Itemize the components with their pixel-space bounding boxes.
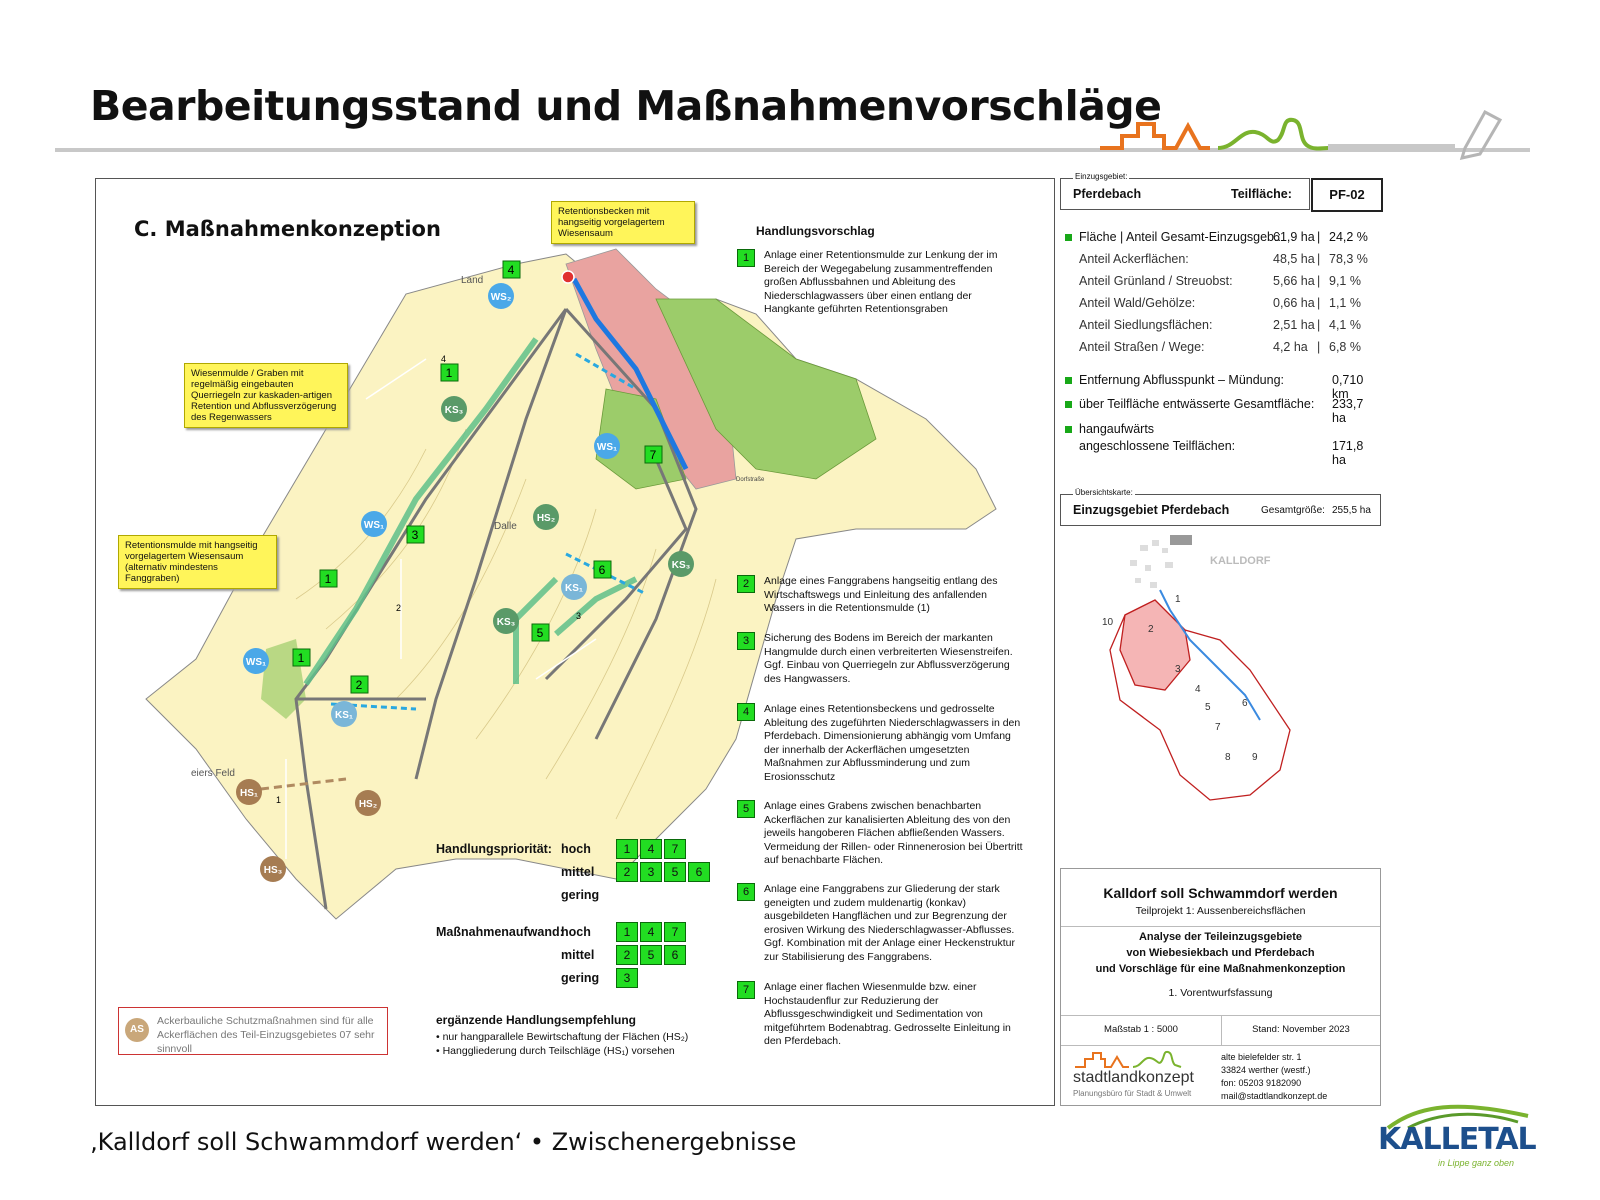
company-logo-mark (1075, 1047, 1215, 1069)
svg-text:WS₁: WS₁ (363, 520, 385, 531)
ws1-marker-b (361, 511, 387, 537)
aufwand-label: Maßnahmenaufwand: (436, 925, 564, 939)
svg-text:1: 1 (1175, 594, 1181, 605)
page-title: Bearbeitungsstand und Maßnahmenvorschläge (90, 82, 1162, 130)
svg-text:2: 2 (396, 603, 402, 613)
svg-text:HS₂: HS₂ (358, 799, 378, 810)
place-feld: eiers Feld (191, 768, 235, 779)
svg-text:7: 7 (1215, 722, 1221, 733)
svg-text:3: 3 (411, 528, 419, 542)
map-num-2 (351, 676, 368, 693)
svg-text:6: 6 (1242, 698, 1248, 709)
map-num-1a (441, 364, 458, 381)
overview-size-label: Gesamtgröße: (1261, 505, 1325, 516)
callout-retention-basin: Retentionsbecken mit hangseitig vorgelagertem Wiesensaum (551, 201, 695, 244)
ergaenzend-item-2: • Hanggliederung durch Teilschläge (HS₁) vorsehen (436, 1045, 675, 1057)
svg-text:1: 1 (276, 795, 282, 805)
svg-text:KS₁: KS₁ (334, 710, 354, 721)
project-box (1060, 868, 1381, 1106)
map-num-6 (594, 561, 611, 578)
pencil-icon (1462, 112, 1500, 158)
svg-text:10: 10 (1102, 617, 1114, 628)
svg-text:9: 9 (1252, 752, 1258, 763)
kalletal-wordmark: KALLETAL (1378, 1122, 1536, 1157)
aufwand-mittel-boxes: 2 5 6 (616, 945, 688, 965)
svg-text:KS₁: KS₁ (564, 583, 584, 594)
overview-map[interactable] (1090, 530, 1350, 830)
svg-text:6: 6 (598, 563, 606, 577)
stat-entwaessert: über Teilfläche entwässerte Gesamtfläche: 233,7 ha (1079, 397, 1379, 411)
map-num-4 (503, 261, 520, 278)
stat-hangaufwaerts: hangaufwärts (1079, 422, 1379, 436)
callout-retention-ditch: Retentionsmulde mit hangseitig vorgelagertem Wiesensaum (alternativ mindestens Fanggraben) (118, 535, 277, 589)
ks1-marker-a (561, 574, 587, 600)
svg-text:4: 4 (441, 354, 447, 364)
handlungsvorschlag-title: Handlungsvorschlag (756, 224, 875, 238)
project-desc1: Analyse der Teileinzugsgebiete (1138, 931, 1302, 943)
stat-acker: Anteil Ackerflächen: 48,5 ha | 78,3 % (1079, 252, 1368, 266)
aufwand-gering: gering (561, 971, 600, 985)
prio-hoch-boxes: 1 4 7 (616, 839, 688, 859)
map-num-1b (320, 570, 337, 587)
measure-item-5: 5 Anlage eines Grabens zwischen benachbarten Ackerflächen zur kanalisierten Ableitung des von den jeweils hangoberen Flächen abfließenden Wassers. Vermeidung der Rillen- oder Rinnenerosion bei Übertritt auf benachbarte Flächen. (764, 800, 1024, 868)
company-name: stadtlandkonzept (1073, 1069, 1194, 1086)
place-dalle: Dalle (494, 521, 517, 532)
stat-siedlung: Anteil Siedlungsflächen: 2,51 ha | 4,1 % (1079, 318, 1361, 332)
svg-text:4: 4 (507, 263, 515, 277)
einzugsgebiet-value: Pferdebach (1073, 187, 1142, 201)
project-stand: Stand: November 2023 (1252, 1024, 1350, 1035)
ks3-marker-c (493, 608, 519, 634)
overview-size: 255,5 ha (1332, 505, 1371, 516)
svg-text:3: 3 (1175, 664, 1181, 675)
project-title: Kalldorf soll Schwammdorf werden (1103, 885, 1338, 901)
outlet-point (562, 271, 574, 283)
aufwand-mittel: mittel (561, 948, 595, 962)
measure-item-1: 1 Anlage einer Retentionsmulde zur Lenkung der im Bereich der Wegegabelung zusammentreffenden großen Abflussbahnen und Ableitung des Niederschlagwassers über einen entlang der Hangkante geführten Retentionsgraben (764, 249, 1024, 317)
ergaenzend-item-1: • nur hangparallele Bewirtschaftung der Flächen (HS₂) (436, 1031, 689, 1043)
measure-item-2: 2 Anlage eines Fanggrabens hangseitig entlang des Wirtschaftswegs und Einleitung des anfallenden Wassers in die Retentionsmulde (1) (764, 575, 1024, 616)
brand-skyline-logo (1100, 110, 1520, 160)
kalletal-tagline: in Lippe ganz oben (1438, 1158, 1515, 1168)
as-note-text: Ackerbauliche Schutzmaßnahmen sind für alle Ackerflächen des Teil-Einzugsgebietes 07 sehr sinnvoll (157, 1015, 375, 1055)
project-desc2: von Wiebesiekbach und Pferdebach (1126, 947, 1315, 959)
ks3-marker-a (441, 396, 467, 422)
svg-text:3: 3 (576, 611, 582, 621)
aufwand-gering-boxes: 3 (616, 968, 640, 988)
prio-mittel-boxes: 2 3 5 6 (616, 862, 712, 882)
svg-text:KS₃: KS₃ (444, 405, 464, 416)
stat-entfernung: Entfernung Abflusspunkt – Mündung: 0,710 km (1079, 373, 1379, 387)
ks3-marker-b (668, 551, 694, 577)
ws1-marker-a (594, 433, 620, 459)
svg-text:WS₁: WS₁ (245, 657, 267, 668)
overview-village: KALLDORF (1210, 555, 1271, 567)
measure-item-4: 4 Anlage eines Retentionsbeckens und gedrosselte Ableitung des zugeführten Niederschlagwassers in den Pferdebach. Dimensionierung abhängig vom Umfang der innerhalb der Ackerflächen umgesetzten Maßnahmen zur Abflussminderung und zum Erosionsschutz (764, 703, 1024, 784)
hs2-marker (533, 504, 559, 530)
svg-text:1: 1 (297, 651, 305, 665)
measure-item-3: 3 Sicherung des Bodens im Bereich der markanten Hangmulde durch einen verbreiterten Wiesenstreifen. Ggf. Einbau von Querriegeln zur Abflussverzögerung des Hangwassers. (764, 632, 1024, 686)
svg-text:5: 5 (1205, 702, 1211, 713)
stat-wald: Anteil Wald/Gehölze: 0,66 ha | 1,1 % (1079, 296, 1361, 310)
as-badge: AS (125, 1018, 149, 1042)
company-address: alte bielefelder str. 1 33824 werther (westf.) fon: 05203 9182090 mail@stadtlandkonzept.de (1221, 1052, 1328, 1101)
svg-text:WS₁: WS₁ (596, 442, 618, 453)
aufwand-hoch-boxes: 1 4 7 (616, 922, 688, 942)
ks1-marker-b (331, 701, 357, 727)
svg-text:1: 1 (445, 366, 453, 380)
prio-gering: gering (561, 888, 600, 902)
hs2-marker-field (355, 790, 381, 816)
kalldorf-houses (1130, 535, 1192, 588)
ergaenzend-title: ergänzende Handlungsempfehlung (436, 1013, 637, 1027)
stat-strassen: Anteil Straßen / Wege: 4,2 ha | 6,8 % (1079, 340, 1361, 354)
prio-mittel: mittel (561, 865, 595, 879)
map-num-1c (293, 649, 310, 666)
svg-text:HS₁: HS₁ (239, 788, 259, 799)
svg-text:WS₂: WS₂ (490, 292, 512, 303)
svg-text:8: 8 (1225, 752, 1231, 763)
ws2-marker (488, 283, 514, 309)
measure-item-7: 7 Anlage einer flachen Wiesenmulde bzw. einer Hochstaudenflur zur Reduzierung der Abflussgeschwindigkeit und Sedimentation von mitgeführtem Bodenabtrag. Gedrosselte Einleitung in den Pferdebach. (764, 981, 1024, 1049)
map-num-5 (532, 624, 549, 641)
teilflaeche-badge: PF-02 (1311, 178, 1383, 212)
svg-text:4: 4 (1195, 684, 1201, 695)
hs3-marker (260, 856, 286, 882)
street-label: Dorfstraße (736, 477, 765, 483)
map-num-7 (645, 446, 662, 463)
stat-hangaufwaerts-2: angeschlossene Teilflächen: 171,8 ha (1079, 439, 1364, 467)
project-desc3: und Vorschläge für eine Maßnahmenkonzeption (1095, 963, 1346, 975)
stat-flaeche: Fläche | Anteil Gesamt-Einzugsgeb.: 61,9 ha | 24,2 % (1079, 230, 1379, 244)
svg-text:2: 2 (1148, 624, 1154, 635)
aufwand-hoch: hoch (561, 925, 591, 939)
svg-text:KS₃: KS₃ (496, 617, 516, 628)
overview-head: Übersichtskarte: Einzugsgebiet Pferdebach Gesamtgröße: 255,5 ha (1060, 494, 1381, 526)
map-panel (95, 178, 1055, 1106)
callout-meadow-ditch: Wiesenmulde / Graben mit regelmäßig eingebauten Querriegeln zur kaskaden-artigen Retention und Abflussverzögerung des Regenwassers (184, 363, 348, 428)
svg-text:2: 2 (355, 678, 363, 692)
svg-text:5: 5 (536, 626, 544, 640)
project-subtitle: Teilprojekt 1: Aussenbereichsflächen (1135, 905, 1306, 917)
prio-hoch: hoch (561, 842, 591, 856)
project-scale: Maßstab 1 : 5000 (1104, 1024, 1178, 1035)
as-note (118, 1007, 388, 1055)
ws1-marker-c (243, 648, 269, 674)
place-land: Land (461, 275, 484, 286)
map-num-3 (407, 526, 424, 543)
company-sub: Planungsbüro für Stadt & Umwelt (1073, 1089, 1192, 1098)
svg-text:HS₃: HS₃ (263, 865, 283, 876)
overview-title: Einzugsgebiet Pferdebach (1073, 503, 1230, 517)
svg-text:KS₃: KS₃ (671, 560, 691, 571)
svg-text:7: 7 (649, 448, 657, 462)
project-version: 1. Vorentwurfsfassung (1168, 987, 1273, 999)
stat-gruenland: Anteil Grünland / Streuobst: 5,66 ha | 9,1 % (1079, 274, 1361, 288)
svg-text:1: 1 (324, 572, 332, 586)
prioritaet-label: Handlungspriorität: (436, 842, 552, 856)
footer-text: ‚Kalldorf soll Schwammdorf werden‘ • Zwischenergebnisse (90, 1128, 797, 1156)
kalletal-logo (1378, 1100, 1538, 1170)
teilflaeche-label: Teilfläche: (1231, 187, 1292, 201)
hs1-marker (236, 779, 262, 805)
einzugsgebiet-box: Einzugsgebiet: Pferdebach Teilfläche: (1060, 178, 1310, 210)
measure-item-6: 6 Anlage eine Fanggrabens zur Gliederung der stark geneigten und zudem muldenartig (konkav) ausgebildeten Hangflächen und zur Begrenzung der erosiven Wirkung des Niederschlagwasser-Abflusses. Ggf. Kombination mit der Anlage einer Heckenstruktur zur Stabilisierung des Fanggrabens. (764, 883, 1024, 964)
section-title: C. Maßnahmenkonzeption (134, 217, 441, 241)
svg-text:HS₂: HS₂ (536, 513, 556, 524)
